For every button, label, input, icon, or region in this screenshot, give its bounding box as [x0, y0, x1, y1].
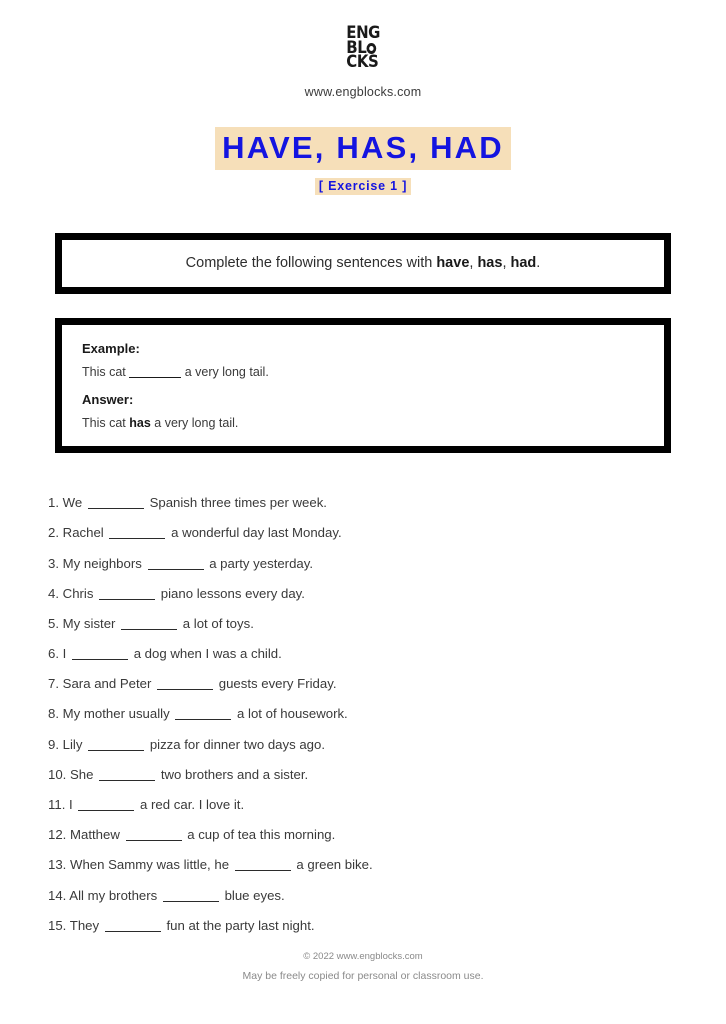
- question-text-after: Spanish three times per week.: [149, 495, 327, 511]
- title-container: [0, 127, 726, 170]
- question-item: [48, 737, 726, 752]
- question-number: 3.: [48, 555, 59, 571]
- question-number: 8.: [48, 706, 59, 722]
- answer-sentence-after: a very long tail.: [150, 416, 239, 431]
- answer-sentence-before: This cat: [82, 416, 130, 431]
- question-item: [48, 676, 726, 691]
- question-item: [48, 495, 726, 510]
- instruction-word-have: have: [436, 255, 470, 272]
- question-text-before: They: [69, 917, 100, 933]
- question-text-before: Rachel: [62, 525, 104, 541]
- logo-circle-o-icon: [366, 43, 376, 54]
- question-text-after: a green bike.: [296, 857, 373, 873]
- question-number: 11.: [48, 797, 66, 813]
- answer-blank[interactable]: [163, 901, 219, 902]
- question-text-after: piano lessons every day.: [160, 585, 305, 601]
- question-item: [48, 857, 726, 872]
- question-number: 4.: [48, 585, 59, 601]
- question-text-after: a party yesterday.: [209, 555, 314, 571]
- question-number: 12.: [48, 827, 67, 843]
- exercise-subtitle: [ Exercise 1 ]: [315, 178, 411, 195]
- question-text-before: We: [62, 495, 83, 511]
- example-sentence-before: This cat: [82, 365, 130, 380]
- question-text-after: a wonderful day last Monday.: [171, 525, 342, 541]
- question-text-before: Matthew: [70, 827, 120, 843]
- question-number: 5.: [48, 615, 59, 631]
- example-sentence-after: a very long tail.: [181, 365, 269, 380]
- question-item: [48, 918, 726, 933]
- site-url: www.engblocks.com: [304, 85, 422, 100]
- example-blank: [129, 377, 181, 378]
- instruction-word-had: had: [510, 255, 537, 272]
- question-text-before: I: [62, 646, 67, 662]
- question-item: [48, 797, 726, 812]
- question-text-after: fun at the party last night.: [166, 917, 315, 933]
- instruction-box: [55, 233, 671, 294]
- question-number: 6.: [48, 646, 59, 662]
- answer-blank[interactable]: [157, 689, 213, 690]
- question-text-after: a dog when I was a child.: [133, 646, 282, 662]
- question-item: [48, 767, 726, 782]
- page-title: HAVE, HAS, HAD: [215, 127, 511, 170]
- answer-blank[interactable]: [109, 538, 165, 539]
- question-text-after: two brothers and a sister.: [160, 766, 309, 782]
- footer-copyright: © 2022 www.engblocks.com: [303, 951, 423, 962]
- question-text-before: All my brothers: [69, 887, 158, 903]
- questions-list: [0, 453, 726, 933]
- answer-blank[interactable]: [72, 659, 128, 660]
- answer-sentence: [82, 416, 644, 430]
- question-number: 2.: [48, 525, 59, 541]
- question-text-before: My neighbors: [62, 555, 142, 571]
- question-text-after: pizza for dinner two days ago.: [149, 736, 326, 752]
- example-label: Example:: [82, 341, 140, 357]
- question-text-before: Lily: [62, 736, 83, 752]
- example-box: [55, 318, 671, 453]
- question-item: [48, 646, 726, 661]
- question-number: 9.: [48, 736, 59, 752]
- answer-blank[interactable]: [121, 629, 177, 630]
- instruction-text: [80, 255, 646, 271]
- footer-notice: May be freely copied for personal or classroom use.: [242, 970, 484, 982]
- question-item: [48, 586, 726, 601]
- question-text-before: She: [70, 766, 94, 782]
- instruction-suffix: .: [536, 255, 541, 272]
- answer-blank[interactable]: [126, 840, 182, 841]
- question-text-before: My mother usually: [62, 706, 170, 722]
- logo-line-3: CKS: [346, 52, 379, 73]
- question-item: [48, 616, 726, 631]
- logo-line-2: [346, 37, 380, 58]
- instruction-word-has: has: [477, 255, 503, 272]
- answer-blank[interactable]: [78, 810, 134, 811]
- question-text-before: My sister: [62, 615, 116, 631]
- instruction-sep-1: ,: [469, 255, 478, 272]
- answer-word: has: [129, 416, 151, 431]
- instruction-prefix: Complete the following sentences with: [185, 255, 437, 272]
- question-item: [48, 888, 726, 903]
- answer-blank[interactable]: [88, 508, 144, 509]
- subtitle-container: [0, 177, 726, 195]
- question-text-before: Chris: [62, 585, 94, 601]
- page-footer: [0, 951, 726, 982]
- question-text-before: I: [69, 797, 73, 813]
- question-item: [48, 556, 726, 571]
- question-number: 14.: [48, 887, 67, 903]
- logo-line-1: ENG: [346, 23, 380, 43]
- answer-blank[interactable]: [235, 870, 291, 871]
- engblocks-logo: [346, 23, 380, 73]
- question-number: 7.: [48, 676, 59, 692]
- answer-blank[interactable]: [99, 780, 155, 781]
- instruction-sep-2: ,: [502, 255, 511, 272]
- answer-blank[interactable]: [99, 599, 155, 600]
- question-number: 13.: [48, 857, 67, 873]
- question-item: [48, 525, 726, 540]
- question-text-after: a red car. I love it.: [140, 797, 245, 813]
- question-text-after: a cup of tea this morning.: [187, 827, 336, 843]
- question-text-after: a lot of housework.: [237, 706, 348, 722]
- example-sentence: [82, 365, 644, 379]
- question-number: 1.: [48, 495, 59, 511]
- answer-blank[interactable]: [105, 931, 161, 932]
- question-item: [48, 827, 726, 842]
- question-number: 15.: [48, 917, 67, 933]
- answer-label: Answer:: [82, 392, 134, 408]
- question-text-before: When Sammy was little, he: [70, 857, 230, 873]
- logo-line-2-text: BL: [346, 37, 367, 58]
- answer-blank[interactable]: [148, 569, 204, 570]
- question-number: 10.: [48, 766, 67, 782]
- question-text-after: guests every Friday.: [218, 676, 337, 692]
- question-text-before: Sara and Peter: [62, 676, 152, 692]
- question-text-after: a lot of toys.: [182, 615, 254, 631]
- question-text-after: blue eyes.: [224, 887, 285, 903]
- question-item: [48, 706, 726, 721]
- answer-blank[interactable]: [175, 719, 231, 720]
- page-header: [0, 0, 726, 99]
- answer-blank[interactable]: [88, 750, 144, 751]
